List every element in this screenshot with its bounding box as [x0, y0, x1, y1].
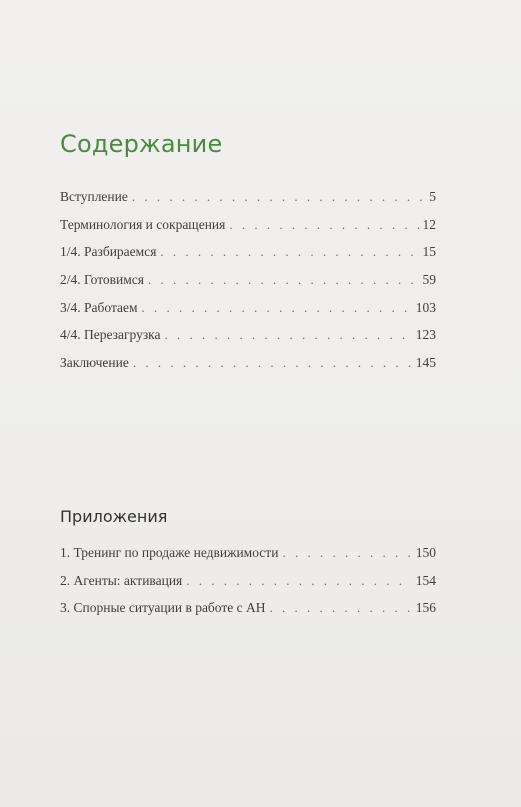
appendix-entry[interactable]	[60, 573, 436, 601]
dot-leader	[270, 600, 412, 616]
toc-entry-page: 12	[422, 216, 436, 232]
dot-leader	[148, 272, 418, 288]
appendix-entry-page: 150	[415, 545, 436, 560]
toc-entry-label: 1/4. Разбираемся	[60, 244, 157, 260]
appendix-entry-label: 1. Тренинг по продаже недвижимости	[60, 545, 279, 560]
toc-entry[interactable]	[60, 327, 436, 355]
dot-leader	[229, 217, 418, 233]
appendix-entry-page: 154	[415, 572, 436, 588]
appendix-entry[interactable]	[60, 600, 436, 628]
dot-leader	[165, 327, 412, 343]
toc-entry-label: Заключение	[60, 355, 129, 371]
dot-leader	[142, 300, 412, 316]
toc-entry[interactable]	[60, 189, 436, 217]
toc-entry-label: 4/4. Перезагрузка	[60, 327, 161, 343]
toc-entry-page: 59	[422, 272, 436, 288]
toc-entry[interactable]	[60, 355, 436, 383]
toc-entry-page: 145	[415, 355, 436, 371]
appendix-title: Приложения	[60, 507, 168, 526]
dot-leader	[282, 545, 411, 561]
toc-entry-label: 3/4. Работаем	[60, 299, 138, 315]
toc-entry-label: Терминология и сокращения	[60, 216, 226, 232]
toc-entry-page: 15	[422, 244, 436, 260]
dot-leader	[132, 189, 425, 205]
toc-entry-label: 2/4. Готовимся	[60, 272, 145, 288]
appendix-list	[60, 545, 436, 628]
appendix-entry-label: 3. Спорные ситуации в работе с АН	[60, 600, 266, 615]
toc-title: Содержание	[60, 130, 223, 158]
toc-entry-page: 103	[415, 299, 436, 315]
toc-entry[interactable]	[60, 244, 436, 272]
dot-leader	[133, 355, 412, 371]
appendix-entry-label: 2. Агенты: активация	[60, 572, 183, 588]
dot-leader	[186, 573, 411, 589]
toc-entry[interactable]	[60, 217, 436, 245]
toc-list	[60, 189, 436, 383]
toc-entry-label: Вступление	[60, 189, 128, 204]
toc-entry-page: 123	[415, 327, 436, 343]
toc-entry-page: 5	[429, 189, 436, 204]
toc-entry[interactable]	[60, 300, 436, 328]
appendix-entry[interactable]	[60, 545, 436, 573]
dot-leader	[160, 244, 418, 260]
appendix-entry-page: 156	[415, 600, 436, 615]
toc-entry[interactable]	[60, 272, 436, 300]
